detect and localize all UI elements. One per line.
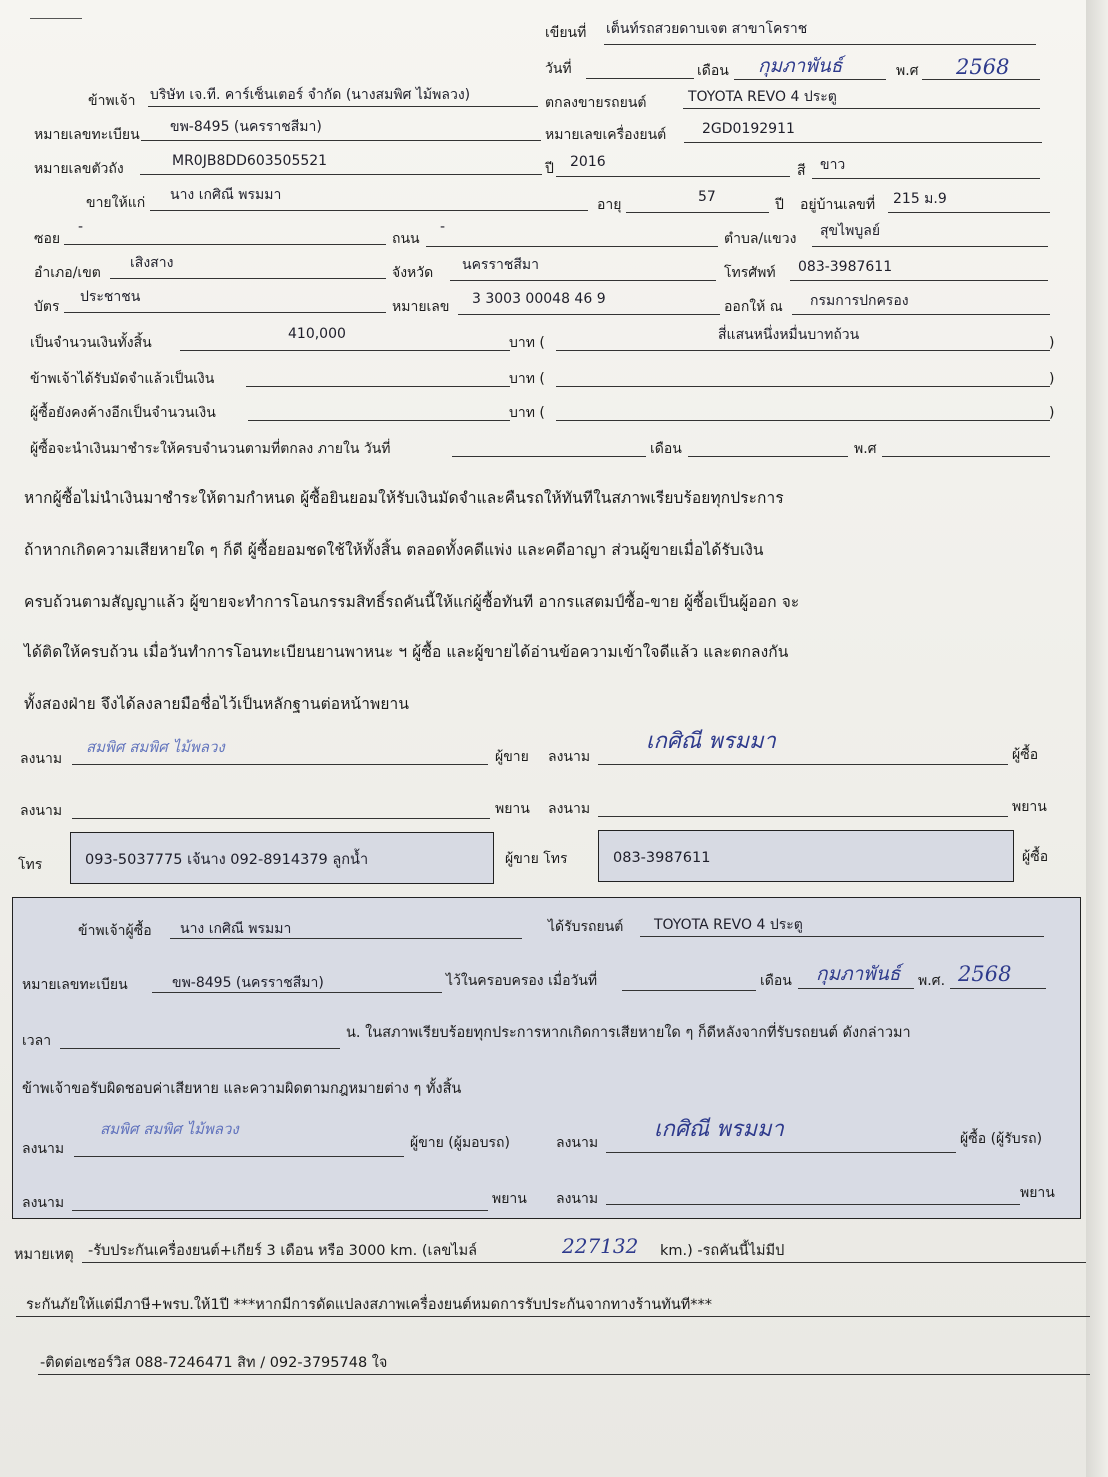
soi-label: ซอย bbox=[34, 231, 61, 247]
chassis-value: MR0JB8DD603505521 bbox=[172, 153, 328, 169]
buyer-role: ผู้ซื้อ bbox=[1012, 747, 1039, 763]
notes-line-1b: km.) -รถคันนี้ไม่มีป bbox=[660, 1243, 785, 1259]
id-value: 3 3003 00048 46 9 bbox=[472, 291, 606, 307]
color-label: สี bbox=[797, 163, 806, 179]
month-line bbox=[734, 79, 886, 80]
receipt-buyer-name: นาง เกศิณี พรมมา bbox=[180, 921, 292, 937]
id-line bbox=[458, 314, 720, 315]
seller-name: บริษัท เจ.ที. คาร์เซ็นเตอร์ จำกัด (นางสมพิศ ไม้พลวง) bbox=[150, 87, 471, 103]
agree-label: ตกลงขายรถยนต์ bbox=[545, 95, 647, 111]
receipt-year-handwritten: 2568 bbox=[958, 962, 1012, 986]
card-value: ประชาชน bbox=[80, 289, 141, 305]
deposit-words-line bbox=[556, 386, 1050, 387]
receipt-plate: ขพ-8495 (นครราชสีมา) bbox=[172, 975, 324, 991]
receipt-month-handwritten: กุมภาพันธ์ bbox=[816, 963, 901, 985]
phone-label: โทรศัพท์ bbox=[724, 265, 776, 281]
district-value: เสิงสาง bbox=[130, 255, 174, 271]
receipt-date-line bbox=[622, 990, 756, 991]
total-words-line bbox=[556, 350, 1050, 351]
seller-sign-line bbox=[72, 764, 488, 765]
terms-line-5: ทั้งสองฝ่าย จึงได้ลงลายมือชื่อไว้เป็นหลักฐานต่อหน้าพยาน bbox=[24, 695, 410, 713]
phone-line bbox=[790, 280, 1048, 281]
total-label: เป็นจำนวนเงินทั้งสิ้น bbox=[30, 335, 152, 351]
witness1-line bbox=[72, 818, 490, 819]
notes-line-1a: -รับประกันเครื่องยนต์+เกียร์ 3 เดือน หรือ 3000 km. (เลขไมล์ bbox=[88, 1243, 478, 1259]
receipt-witness2-line bbox=[606, 1204, 1020, 1205]
seller-phone: 093-5037775 เจ้นาง 092-8914379 ลูกน้ำ bbox=[85, 852, 369, 868]
seller-sign-label: ลงนาม bbox=[20, 751, 63, 767]
remaining-label: ผู้ซื้อยังคงค้างอีกเป็นจำนวนเงิน bbox=[30, 405, 216, 421]
house-value: 215 ม.9 bbox=[893, 191, 947, 207]
buyer-signature: เกศิณี พรมมา bbox=[646, 729, 776, 754]
receipt-witness1-label: ลงนาม bbox=[22, 1195, 65, 1211]
notes-line-2: ระกันภัยให้แต่มีภาษี+พรบ.ให้1ปี ***หากมีการดัดแปลงสภาพเครื่องยนต์หมดการรับประกันจากทางร้านทันที*** bbox=[26, 1297, 713, 1313]
witness2-role: พยาน bbox=[1012, 799, 1047, 815]
road-value: - bbox=[440, 219, 446, 235]
buyer-phone-box bbox=[598, 830, 1014, 882]
issued-value: กรมการปกครอง bbox=[810, 293, 909, 309]
year-handwritten: 2568 bbox=[956, 55, 1010, 79]
buyer-phone: 083-3987611 bbox=[613, 850, 711, 866]
age-value: 57 bbox=[698, 189, 716, 205]
receipt-buyer-role: ผู้ซื้อ (ผู้รับรถ) bbox=[960, 1131, 1043, 1147]
chassis-line bbox=[140, 174, 542, 175]
province-line bbox=[450, 280, 716, 281]
receipt-witness1-role: พยาน bbox=[492, 1191, 527, 1207]
seller-car: TOYOTA REVO 4 ประตู bbox=[688, 89, 837, 105]
notes-line-3: -ติดต่อเซอร์วิส 088-7246471 สิท / 092-3795748 ใจ bbox=[40, 1355, 388, 1371]
remaining-baht: บาท ( bbox=[509, 405, 545, 421]
vehicle-year-value: 2016 bbox=[570, 154, 606, 170]
total-close: ) bbox=[1049, 335, 1055, 351]
receipt-month-label: เดือน bbox=[760, 973, 792, 989]
buyer-name-line bbox=[150, 210, 588, 211]
road-line bbox=[426, 246, 718, 247]
due-month-label: เดือน bbox=[650, 441, 682, 457]
age-line bbox=[626, 212, 769, 213]
seller-signature: สมพิศ สมพิศ ไม้พลวง bbox=[86, 738, 225, 756]
buyer-phone-role: ผู้ซื้อ bbox=[1022, 849, 1049, 865]
phone-row-label: โทร bbox=[18, 857, 43, 873]
total-words: สี่แสนหนึ่งหมื่นบาทถ้วน bbox=[718, 327, 860, 343]
terms-line-3: ครบถ้วนตามสัญญาแล้ว ผู้ขายจะทำการโอนกรรมสิทธิ์รถคันนี้ให้แก่ผู้ซื้อทันที อากรแสตมป์ซื้อ-ขาย ผู้ซื้อเป็นผู้ออก จะ bbox=[24, 593, 800, 611]
witness2-sign-label: ลงนาม bbox=[548, 801, 591, 817]
witness2-line bbox=[598, 816, 1008, 817]
receipt-seller-sign-label: ลงนาม bbox=[22, 1141, 65, 1157]
subdistrict-label: ตำบล/แขวง bbox=[724, 231, 797, 247]
seller-phone-role: ผู้ขาย โทร bbox=[505, 851, 568, 867]
remaining-line bbox=[248, 420, 510, 421]
soi-line bbox=[64, 244, 386, 245]
receipt-buyer-sign-label: ลงนาม bbox=[556, 1135, 599, 1151]
terms-line-1: หากผู้ซื้อไม่นำเงินมาชำระให้ตามกำหนด ผู้ซื้อยินยอมให้รับเงินมัดจำและคืนรถให้ทันทีในสภาพเรียบร้อยทุกประการ bbox=[24, 489, 784, 507]
total-line bbox=[180, 350, 510, 351]
notes-label: หมายเหตุ bbox=[14, 1247, 74, 1263]
card-line bbox=[64, 312, 386, 313]
engine-value: 2GD0192911 bbox=[702, 121, 795, 137]
receipt-car-line bbox=[640, 936, 1044, 937]
buyer-sign-line bbox=[598, 764, 1008, 765]
receipt-witness2-label: ลงนาม bbox=[556, 1191, 599, 1207]
notes-line-1-rule bbox=[82, 1262, 1086, 1263]
receipt-witness2-role: พยาน bbox=[1020, 1185, 1055, 1201]
due-year-label: พ.ศ bbox=[854, 441, 877, 457]
subdistrict-value: สุขไพบูลย์ bbox=[820, 223, 881, 239]
month-label: เดือน bbox=[697, 63, 729, 79]
province-value: นครราชสีมา bbox=[462, 257, 539, 273]
issued-label: ออกให้ ณ bbox=[724, 299, 783, 315]
written-at-value: เต็นท์รถสวยดาบเจต สาขาโคราช bbox=[606, 21, 808, 37]
engine-line bbox=[684, 142, 1042, 143]
id-label: หมายเลข bbox=[392, 299, 450, 315]
seller-phone-box bbox=[70, 832, 494, 884]
receipt-condition-text: น. ในสภาพเรียบร้อยทุกประการหากเกิดการเสียหายใด ๆ ก็ดีหลังจากที่รับรถยนต์ ดังกล่าวมา bbox=[346, 1025, 911, 1041]
due-month-line bbox=[688, 456, 848, 457]
receipt-year-label: พ.ศ. bbox=[918, 973, 946, 989]
remaining-words-line bbox=[556, 420, 1050, 421]
seller-line bbox=[148, 106, 538, 107]
date-line bbox=[586, 78, 694, 79]
district-label: อำเภอ/เขต bbox=[34, 265, 101, 281]
phone-value: 083-3987611 bbox=[798, 259, 893, 275]
notes-line-3-rule bbox=[38, 1374, 1090, 1375]
house-label: อยู่บ้านเลขที่ bbox=[800, 197, 876, 213]
deposit-line bbox=[246, 386, 510, 387]
plate-line bbox=[141, 140, 541, 141]
plate-value: ขพ-8495 (นครราชสีมา) bbox=[170, 119, 322, 135]
age-label: อายุ bbox=[597, 197, 622, 213]
receipt-buyer-line bbox=[170, 938, 522, 939]
issued-line bbox=[792, 314, 1050, 315]
receipt-time-label: เวลา bbox=[22, 1033, 52, 1049]
receipt-year-line bbox=[950, 988, 1046, 989]
total-baht: บาท ( bbox=[509, 335, 545, 351]
remaining-close: ) bbox=[1049, 405, 1055, 421]
terms-line-4: ได้ติดให้ครบถ้วน เมื่อวันทำการโอนทะเบียนยานพาหนะ ฯ ผู้ซื้อ และผู้ขายได้อ่านข้อความเข้าใจดีแล้ว และตกลงกัน bbox=[24, 643, 789, 661]
chassis-label: หมายเลขตัวถัง bbox=[34, 161, 124, 177]
plate-label: หมายเลขทะเบียน bbox=[34, 127, 140, 143]
notes-mileage: 227132 bbox=[562, 1234, 639, 1258]
total-value: 410,000 bbox=[288, 326, 346, 342]
color-line bbox=[812, 178, 1040, 179]
receipt-seller-role: ผู้ขาย (ผู้มอบรถ) bbox=[410, 1135, 510, 1151]
sold-to-label: ขายให้แก่ bbox=[86, 195, 146, 211]
buyer-name: นาง เกศิณี พรมมา bbox=[170, 187, 282, 203]
deposit-baht: บาท ( bbox=[509, 371, 545, 387]
receipt-buyer-signature: เกศิณี พรมมา bbox=[654, 1117, 784, 1142]
witness1-sign-label: ลงนาม bbox=[20, 803, 63, 819]
car-line bbox=[683, 108, 1040, 109]
road-label: ถนน bbox=[392, 231, 420, 247]
house-line bbox=[888, 212, 1050, 213]
terms-line-2: ถ้าหากเกิดความเสียหายใด ๆ ก็ดี ผู้ซื้อยอมชดใช้ให้ทั้งสิ้น ตลอดทั้งคดีแพ่ง และคดีอาญา ส่วนผู้ขายเมื่อได้รับเงิน bbox=[24, 541, 764, 559]
receipt-plate-label: หมายเลขทะเบียน bbox=[22, 977, 128, 993]
written-at-line bbox=[604, 44, 1036, 45]
receipt-box bbox=[12, 897, 1081, 1219]
color-value: ขาว bbox=[820, 157, 846, 173]
district-line bbox=[110, 278, 386, 279]
vehicle-year-line bbox=[556, 176, 790, 177]
due-date-line bbox=[452, 456, 646, 457]
engine-label: หมายเลขเครื่องยนต์ bbox=[545, 127, 667, 143]
year-unit: ปี bbox=[775, 197, 784, 213]
date-label: วันที่ bbox=[545, 61, 572, 77]
receipt-witness1-line bbox=[72, 1210, 488, 1211]
year-label: พ.ศ bbox=[896, 63, 919, 79]
receipt-plate-line bbox=[152, 992, 442, 993]
receipt-car: TOYOTA REVO 4 ประตู bbox=[654, 917, 803, 933]
witness1-role: พยาน bbox=[495, 801, 530, 817]
vehicle-year-label: ปี bbox=[545, 161, 554, 177]
receipt-possession-label: ไว้ในครอบครอง เมื่อวันที่ bbox=[446, 973, 598, 989]
due-year-line bbox=[882, 456, 1050, 457]
receipt-received-label: ได้รับรถยนต์ bbox=[548, 919, 624, 935]
deposit-close: ) bbox=[1049, 371, 1055, 387]
receipt-month-line bbox=[798, 988, 914, 989]
year-line bbox=[922, 79, 1040, 80]
receipt-time-line bbox=[60, 1048, 340, 1049]
receipt-liability: ข้าพเจ้าขอรับผิดชอบค่าเสียหาย และความผิดตามกฎหมายต่าง ๆ ทั้งสิ้น bbox=[22, 1081, 462, 1097]
written-at-label: เขียนที่ bbox=[545, 25, 587, 41]
soi-value: - bbox=[78, 219, 84, 235]
receipt-seller-line bbox=[74, 1156, 404, 1157]
buyer-sign-label: ลงนาม bbox=[548, 749, 591, 765]
receipt-buyer-label: ข้าพเจ้าผู้ซื้อ bbox=[78, 923, 152, 939]
province-label: จังหวัด bbox=[392, 265, 434, 281]
seller-label: ข้าพเจ้า bbox=[88, 93, 136, 109]
receipt-seller-signature: สมพิศ สมพิศ ไม้พลวง bbox=[100, 1120, 239, 1138]
subdistrict-line bbox=[812, 246, 1048, 247]
notes-line-2-rule bbox=[16, 1316, 1090, 1317]
due-label: ผู้ซื้อจะนำเงินมาชำระให้ครบจำนวนตามที่ตกลง ภายใน วันที่ bbox=[30, 441, 391, 457]
card-label: บัตร bbox=[34, 299, 60, 315]
month-handwritten: กุมภาพันธ์ bbox=[758, 55, 843, 77]
seller-role: ผู้ขาย bbox=[495, 749, 529, 765]
deposit-label: ข้าพเจ้าได้รับมัดจำแล้วเป็นเงิน bbox=[30, 371, 215, 387]
receipt-buyer-line bbox=[606, 1152, 956, 1153]
